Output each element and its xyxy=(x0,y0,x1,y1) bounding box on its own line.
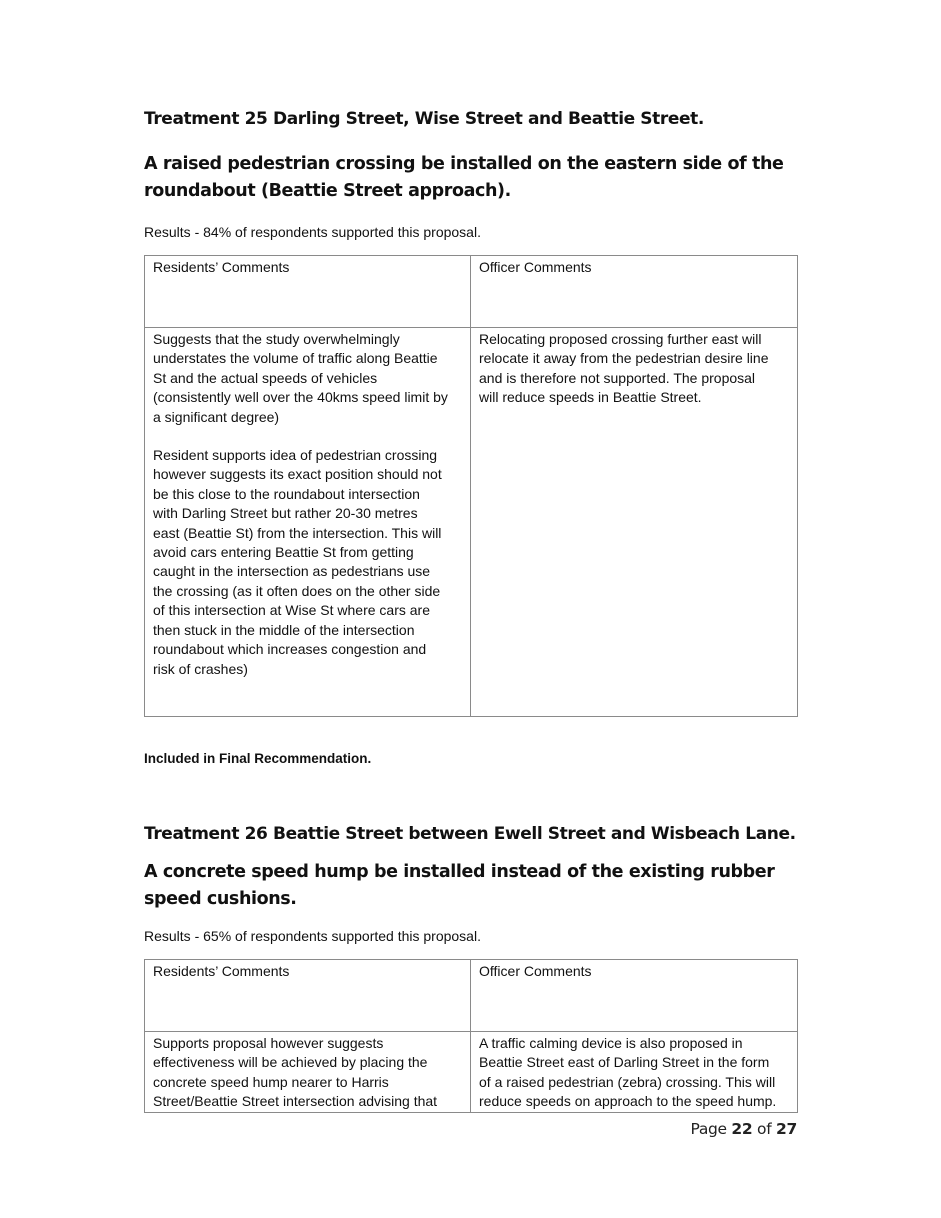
officer-comments-cell xyxy=(471,328,798,717)
total-pages: 27 xyxy=(776,1120,797,1138)
residents-comments-header: Residents’ Comments xyxy=(145,960,471,1032)
residents-comments-cell xyxy=(145,1032,471,1113)
page-of: of xyxy=(752,1120,777,1138)
treatment-25-results: Results - 84% of respondents supported this proposal. xyxy=(144,224,481,240)
table-header-row xyxy=(145,960,798,1032)
residents-comment-2: Resident supports idea of pedestrian crossing however suggests its exact position should not be this close to the roundabout intersection with Darling Street but rather 20-30 metres east (Beattie St) from the intersection. This will avoid cars entering Beattie St from getting caught in the intersection as pedestrians use the crossing (as it often does on the other side of this intersection at Wise St where cars are then stuck in the middle of the intersection roundabout which increases congestion and risk of crashes) xyxy=(153,447,442,677)
residents-comment-1: Suggests that the study overwhelmingly understates the volume of traffic along Beattie St and the actual speeds of vehicles (consistently well over the 40kms speed limit by a significant degree) xyxy=(153,331,448,425)
treatment-26-heading: Treatment 26 Beattie Street between Ewell Street and Wisbeach Lane. xyxy=(144,824,796,844)
treatment-25-comments-table xyxy=(144,255,798,717)
residents-comments-cell xyxy=(145,328,471,717)
table-header-row xyxy=(145,256,798,328)
residents-comments-header: Residents’ Comments xyxy=(145,256,471,328)
officer-comment: Relocating proposed crossing further east will relocate it away from the pedestrian desire line and is therefore not supported. The proposal will reduce speeds in Beattie Street. xyxy=(479,331,769,406)
treatment-26-comments-table xyxy=(144,959,798,1113)
table-row xyxy=(145,328,798,717)
page-number xyxy=(690,1120,797,1138)
officer-comments-cell xyxy=(471,1032,798,1113)
officer-comments-header: Officer Comments xyxy=(471,256,798,328)
page-prefix: Page xyxy=(690,1120,732,1138)
officer-comment: A traffic calming device is also proposed in Beattie Street east of Darling Street in the form of a raised pedestrian (zebra) crossing. This will reduce speeds on approach to the speed hump. xyxy=(479,1035,777,1110)
treatment-26-proposal: A concrete speed hump be installed instead of the existing rubber speed cushions. xyxy=(144,862,775,909)
treatment-25-heading: Treatment 25 Darling Street, Wise Street and Beattie Street. xyxy=(144,109,704,129)
current-page: 22 xyxy=(731,1120,753,1138)
treatment-26-results: Results - 65% of respondents supported this proposal. xyxy=(144,928,481,944)
table-row xyxy=(145,1032,798,1113)
treatment-25-proposal: A raised pedestrian crossing be installed on the eastern side of the roundabout (Beattie Street approach). xyxy=(144,154,784,201)
treatment-25-outcome: Included in Final Recommendation. xyxy=(144,751,372,766)
residents-comment: Supports proposal however suggests effectiveness will be achieved by placing the concrete speed hump nearer to Harris Street/Beattie Street intersection advising that xyxy=(153,1035,438,1110)
officer-comments-header: Officer Comments xyxy=(471,960,798,1032)
